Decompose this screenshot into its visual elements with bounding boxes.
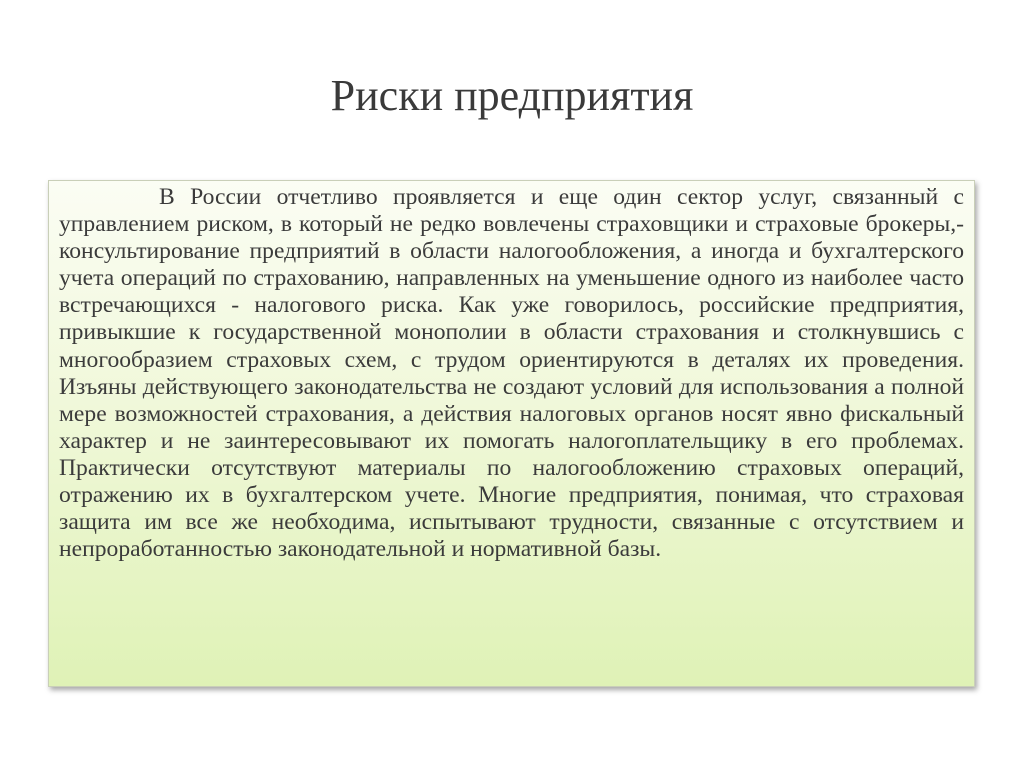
text-box — [48, 180, 975, 687]
slide-title: Риски предприятия — [330, 71, 694, 120]
body-paragraph: В России отчетливо проявляется и еще один сектор услуг, связанный с управлением риском, в который не редко вовлечены страховщики и страховые брокеры,- консультирование предприятий в области налогообложения, а иногда и бухгалтерского учета операций по страхованию, направленных на уменьшение одного из наиболее часто встречающихся - налогового риска. Как уже говорилось, российские предприятия, привыкшие к государственной монополии в области страхования и столкнувшись с многообразием страховых схем, с трудом ориентируются в деталях их проведения. Изъяны действующего законодательства не создают условий для использования а полной мере возможностей страхования, а действия налоговых органов носят явно фискальный характер и не заинтересовывают их помогать налогоплательщику в его проблемах. Практически отсутствуют материалы по налогообложению страховых операций, отражению их в бухгалтерском учете. Многие предприятия, понимая, что страховая защита им все же необходима, испытывают трудности, связанные с отсутствием и непроработанностью законодательной и нормативной базы. — [59, 184, 964, 563]
